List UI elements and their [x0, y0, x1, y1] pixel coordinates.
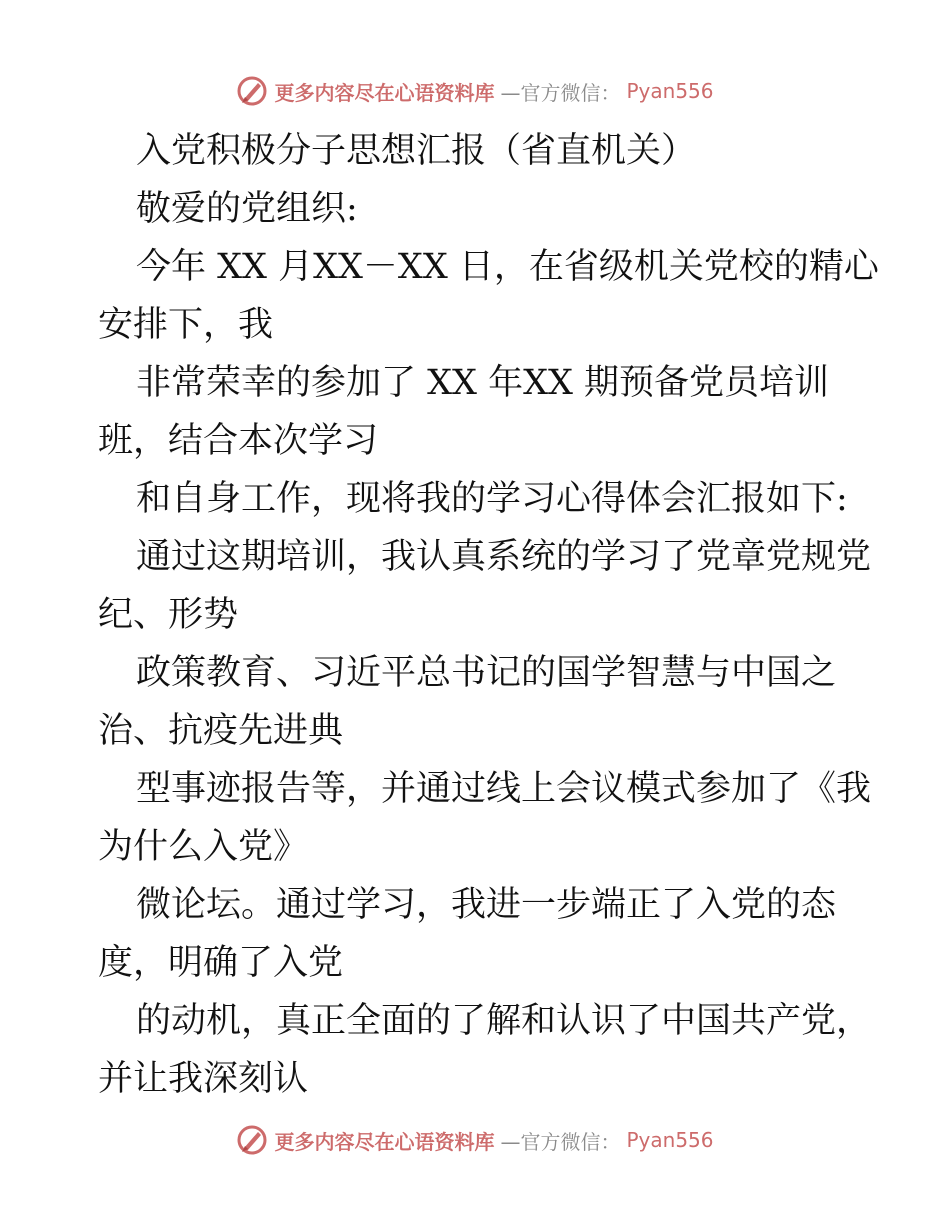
watermark-dash-text: —官方微信：: [500, 1129, 621, 1154]
document-body: [98, 122, 879, 1108]
watermark-brand-text: 更多内容尽在心语资料库: [274, 80, 495, 105]
document-title: 入党积极分子思想汇报（省直机关）: [136, 131, 697, 171]
paragraph-line: 微论坛。通过学习，我进一步端正了入党的态: [136, 885, 837, 925]
header-watermark: [0, 71, 950, 111]
paragraph-line: 非常荣幸的参加了 XX 年XX 期预备党员培训: [136, 363, 830, 403]
paragraph-line: 型事迹报告等，并通过线上会议模式参加了《我: [136, 769, 872, 809]
paragraph-line: 的动机，真正全面的了解和认识了中国共产党，: [136, 1001, 872, 1041]
watermark-dash-text: —官方微信：: [500, 80, 621, 105]
pen-logo-icon: [236, 1124, 268, 1156]
pen-logo-icon: [236, 75, 268, 107]
paragraph-line: 度，明确了入党: [98, 943, 344, 983]
paragraph-line: 政策教育、习近平总书记的国学智慧与中国之: [136, 653, 837, 693]
paragraph-line: 并让我深刻认: [98, 1059, 309, 1099]
paragraph-line: 安排下，我: [98, 305, 274, 345]
paragraph-line: 班，结合本次学习: [98, 421, 379, 461]
paragraph-line: 为什么入党》: [98, 827, 309, 867]
salutation: 敬爱的党组织:: [136, 189, 358, 229]
watermark-brand-text: 更多内容尽在心语资料库: [274, 1129, 495, 1154]
watermark-wechat-id: Pyan556: [626, 79, 714, 103]
paragraph-line: 纪、形势: [98, 595, 239, 635]
paragraph-line: 通过这期培训，我认真系统的学习了党章党规党: [136, 537, 872, 577]
watermark-wechat-id: Pyan556: [626, 1128, 714, 1152]
paragraph-line: 今年 XX 月XX－XX 日，在省级机关党校的精心: [136, 247, 879, 287]
footer-watermark: [0, 1120, 950, 1160]
paragraph-line: 治、抗疫先进典: [98, 711, 344, 751]
paragraph-line: 和自身工作，现将我的学习心得体会汇报如下:: [136, 479, 848, 519]
